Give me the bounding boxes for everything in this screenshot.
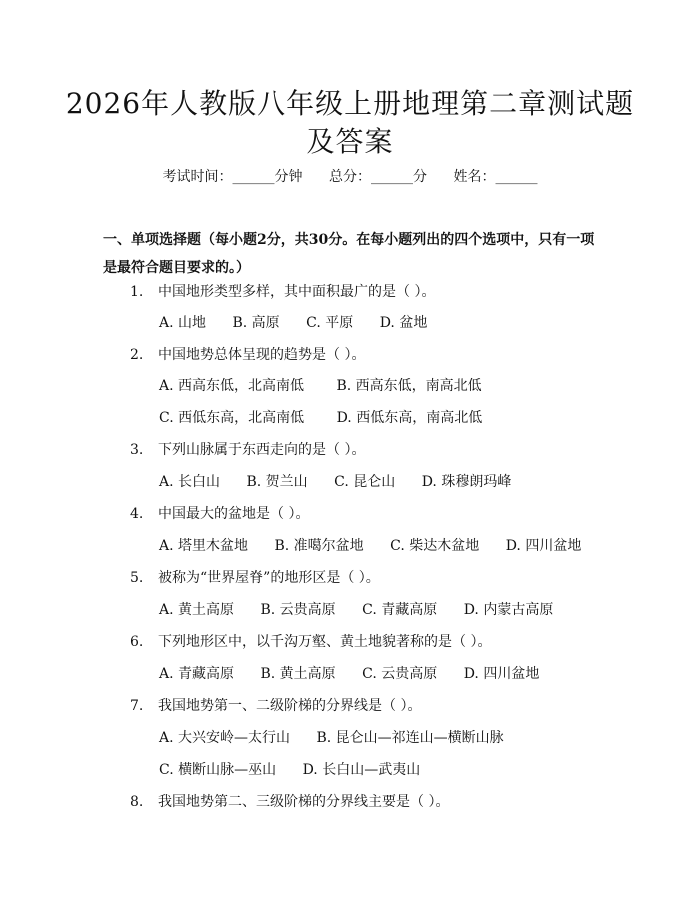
question-text: 我国地势第二、三级阶梯的分界线主要是（ ）。: [158, 794, 450, 810]
question-4-options: [159, 536, 603, 556]
total-score-field: 总分：______分: [329, 169, 427, 185]
option-a: A. 青藏高原: [159, 666, 235, 682]
question-text: 被称为“世界屋脊”的地形区是（ ）。: [158, 570, 380, 586]
question-text: 下列山脉属于东西走向的是（ ）。: [158, 442, 366, 458]
option-c: C. 云贵高原: [362, 666, 438, 682]
option-a: A. 长白山: [159, 474, 221, 490]
option-a: A. 山地: [159, 315, 207, 331]
question-number: 8.: [130, 794, 144, 810]
question-6-options: [159, 664, 561, 684]
exam-info: [0, 167, 700, 187]
question-number: 4.: [130, 506, 144, 522]
question-3-options: [159, 472, 533, 492]
document-title-line1: 2026年人教版八年级上册地理第二章测试题: [65, 87, 635, 120]
option-b: B. 昆仑山—祁连山—横断山脉: [316, 730, 504, 746]
option-d: D. 四川盆地: [463, 666, 540, 682]
question-6: [130, 632, 491, 652]
option-b: B. 贺兰山: [246, 474, 308, 490]
question-5: [130, 568, 380, 588]
option-d: D. 长白山—武夷山: [302, 762, 421, 778]
question-2-options-row2: [159, 408, 504, 428]
option-d: D. 四川盆地: [505, 538, 582, 554]
option-d: D. 内蒙古高原: [463, 602, 554, 618]
option-d: D. 西低东高，南高北低: [336, 410, 483, 426]
question-7-options-row2: [159, 760, 442, 780]
question-5-options: [159, 600, 575, 620]
option-d: D. 盆地: [379, 315, 428, 331]
question-3: [130, 440, 365, 460]
section-heading: [103, 226, 603, 282]
option-b: B. 黄土高原: [260, 666, 336, 682]
option-c: C. 西低东高，北高南低: [159, 410, 305, 426]
option-b: B. 高原: [232, 315, 280, 331]
option-a: A. 西高东低，北高南低: [159, 378, 305, 394]
option-a: A. 黄土高原: [159, 602, 235, 618]
question-number: 5.: [130, 570, 144, 586]
question-text: 中国地形类型多样，其中面积最广的是（ ）。: [158, 284, 436, 300]
option-c: C. 昆仑山: [334, 474, 396, 490]
question-text: 我国地势第一、二级阶梯的分界线是（ ）。: [158, 698, 422, 714]
question-2-options-row1: [159, 376, 504, 396]
exam-time-field: 考试时间：______分钟: [162, 169, 303, 185]
option-b: B. 云贵高原: [260, 602, 336, 618]
option-a: A. 大兴安岭—太行山: [159, 730, 291, 746]
student-name-field: 姓名：______: [453, 169, 538, 185]
document-title-line2: 及答案: [306, 125, 394, 158]
option-b: B. 西高东低，南高北低: [336, 378, 482, 394]
question-text: 下列地形区中，以千沟万壑、黄土地貌著称的是（ ）。: [158, 634, 492, 650]
question-number: 3.: [130, 442, 144, 458]
option-c: C. 平原: [306, 315, 354, 331]
question-8: [130, 792, 449, 812]
section-heading-line1: 一、单项选择题（每小题2分，共30分。在每小题列出的四个选项中，只有一项: [103, 232, 595, 248]
question-7: [130, 696, 421, 716]
section-heading-line2: 是最符合题目要求的。）: [103, 260, 250, 276]
question-2: [130, 345, 365, 365]
option-c: C. 横断山脉—巫山: [159, 762, 277, 778]
question-text: 中国最大的盆地是（ ）。: [158, 506, 310, 522]
question-number: 1.: [130, 284, 144, 300]
question-4: [130, 504, 309, 524]
option-b: B. 准噶尔盆地: [274, 538, 364, 554]
question-1-options: [159, 313, 449, 333]
question-number: 7.: [130, 698, 144, 714]
option-c: C. 柴达木盆地: [390, 538, 480, 554]
question-7-options-row1: [159, 728, 526, 748]
question-1: [130, 282, 435, 302]
question-text: 中国地势总体呈现的趋势是（ ）。: [158, 347, 366, 363]
question-number: 6.: [130, 634, 144, 650]
option-c: C. 青藏高原: [362, 602, 438, 618]
question-number: 2.: [130, 347, 144, 363]
option-d: D. 珠穆朗玛峰: [421, 474, 512, 490]
option-a: A. 塔里木盆地: [159, 538, 249, 554]
